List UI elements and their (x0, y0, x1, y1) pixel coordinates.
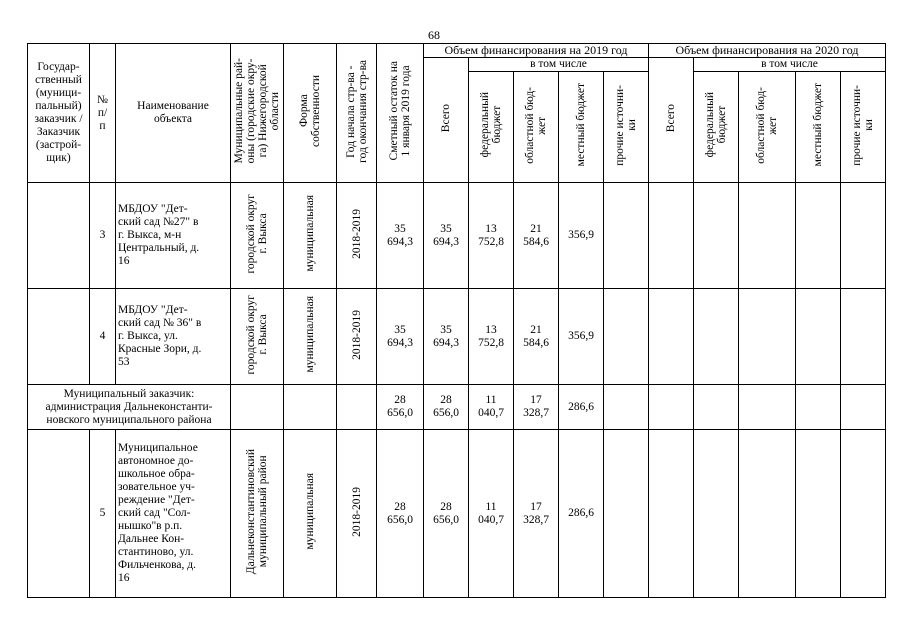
h-oth-2019-cell (604, 72, 649, 183)
header-local-2019: местный бюджет (575, 83, 587, 167)
object-name: МБДОУ "Дет- ский сад №27" в г. Выкса, м-н Центральный, д. 16 (116, 183, 231, 289)
federal-2019: 13 752,8 (469, 289, 514, 385)
header-total-2020: Всего (665, 103, 677, 133)
header-funding-2019: Объем финансирования на 2019 год (424, 44, 649, 58)
row-num: 5 (90, 430, 116, 598)
h-oth-2020-cell (841, 72, 886, 183)
header-total-2019-cell (424, 58, 469, 183)
header-federal-2019: федеральный бюджет (479, 92, 503, 158)
h-reg-2020-cell (739, 72, 796, 183)
header-total-2020-cell (649, 58, 694, 183)
total-2019: 35 694,3 (424, 183, 469, 289)
years: 2018-2019 (350, 208, 363, 259)
h-loc-2020-cell (796, 72, 841, 183)
balance: 28 656,0 (377, 430, 424, 598)
header-row-1 (28, 44, 886, 58)
local-2019: 286,6 (559, 430, 604, 598)
group-regional-2019: 17 328,7 (514, 385, 559, 430)
group-title: Муниципальный заказчик: администрация Дальнеконстанти- новского муниципального района (28, 385, 231, 430)
header-regional-2020: областной бюд- жет (755, 86, 779, 164)
table-row (28, 289, 886, 385)
ownership: муниципальная (304, 296, 316, 373)
header-including-2020: в том числе (694, 58, 886, 72)
total-2019: 28 656,0 (424, 430, 469, 598)
table-row (28, 430, 886, 598)
regional-2019: 17 328,7 (514, 430, 559, 598)
group-federal-2019: 11 040,7 (469, 385, 514, 430)
total-2019: 35 694,3 (424, 289, 469, 385)
header-regional-2019: областной бюд- жет (524, 86, 548, 164)
header-balance: Сметный остаток на 1 января 2019 года (388, 61, 412, 161)
header-districts: Муниципальные рай- оны (городские окру- га) Нижегородской области (233, 58, 281, 164)
header-districts-cell (231, 44, 284, 183)
district: городской округ г. Выкса (245, 294, 269, 375)
header-local-2020: местный бюджет (812, 83, 824, 167)
header-num: № п/ п (90, 44, 116, 183)
h-loc-2019-cell (559, 72, 604, 183)
balance: 35 694,3 (377, 289, 424, 385)
object-name: МБДОУ "Дет- ский сад № 36" в г. Выкса, ул. Красные Зори, д. 53 (116, 289, 231, 385)
federal-2019: 13 752,8 (469, 183, 514, 289)
header-object-name: Наименование объекта (116, 44, 231, 183)
ownership: муниципальная (304, 195, 316, 272)
group-row (28, 385, 886, 430)
header-years-cell (337, 44, 377, 183)
years: 2018-2019 (350, 486, 363, 537)
header-federal-2020: федеральный бюджет (704, 92, 728, 158)
header-other-2020: прочие источни- ки (851, 84, 875, 166)
object-name: Муниципальное автономное до- школьное обра- зовательное уч- реждение "Дет- ский сад "Сол- нышко"в р.п. Дальнее Кон- стантиново, ул. Фильченкова, д. 16 (116, 430, 231, 598)
group-total-2019: 28 656,0 (424, 385, 469, 430)
header-other-2019: прочие источни- ки (614, 84, 638, 166)
header-balance-cell (377, 44, 424, 183)
page-number: 68 (428, 28, 440, 42)
regional-2019: 21 584,6 (514, 183, 559, 289)
local-2019: 356,9 (559, 183, 604, 289)
group-local-2019: 286,6 (559, 385, 604, 430)
header-total-2019: Всего (440, 103, 452, 133)
group-balance: 28 656,0 (377, 385, 424, 430)
row-num: 4 (90, 289, 116, 385)
ownership: муниципальная (304, 473, 316, 550)
header-ownership: Форма собственности (298, 75, 322, 147)
h-reg-2019-cell (514, 72, 559, 183)
h-fed-2020-cell (694, 72, 739, 183)
regional-2019: 21 584,6 (514, 289, 559, 385)
h-fed-2019-cell (469, 72, 514, 183)
header-ownership-cell (284, 44, 337, 183)
federal-2019: 11 040,7 (469, 430, 514, 598)
table-row (28, 183, 886, 289)
local-2019: 356,9 (559, 289, 604, 385)
funding-table (27, 43, 886, 598)
header-years: Год начала стр-ва - год окончания стр-ва (344, 59, 369, 163)
district: Дальнеконстантиновский муниципальный район (245, 448, 269, 575)
header-funding-2020: Объем финансирования на 2020 год (649, 44, 886, 58)
header-including-2019: в том числе (469, 58, 649, 72)
balance: 35 694,3 (377, 183, 424, 289)
row-num: 3 (90, 183, 116, 289)
years: 2018-2019 (350, 309, 363, 360)
header-customer: Государ- ственный (муници- пальный) заказчик / Заказчик (застрой- щик) (28, 44, 90, 183)
district: городской округ г. Выкса (245, 193, 269, 274)
